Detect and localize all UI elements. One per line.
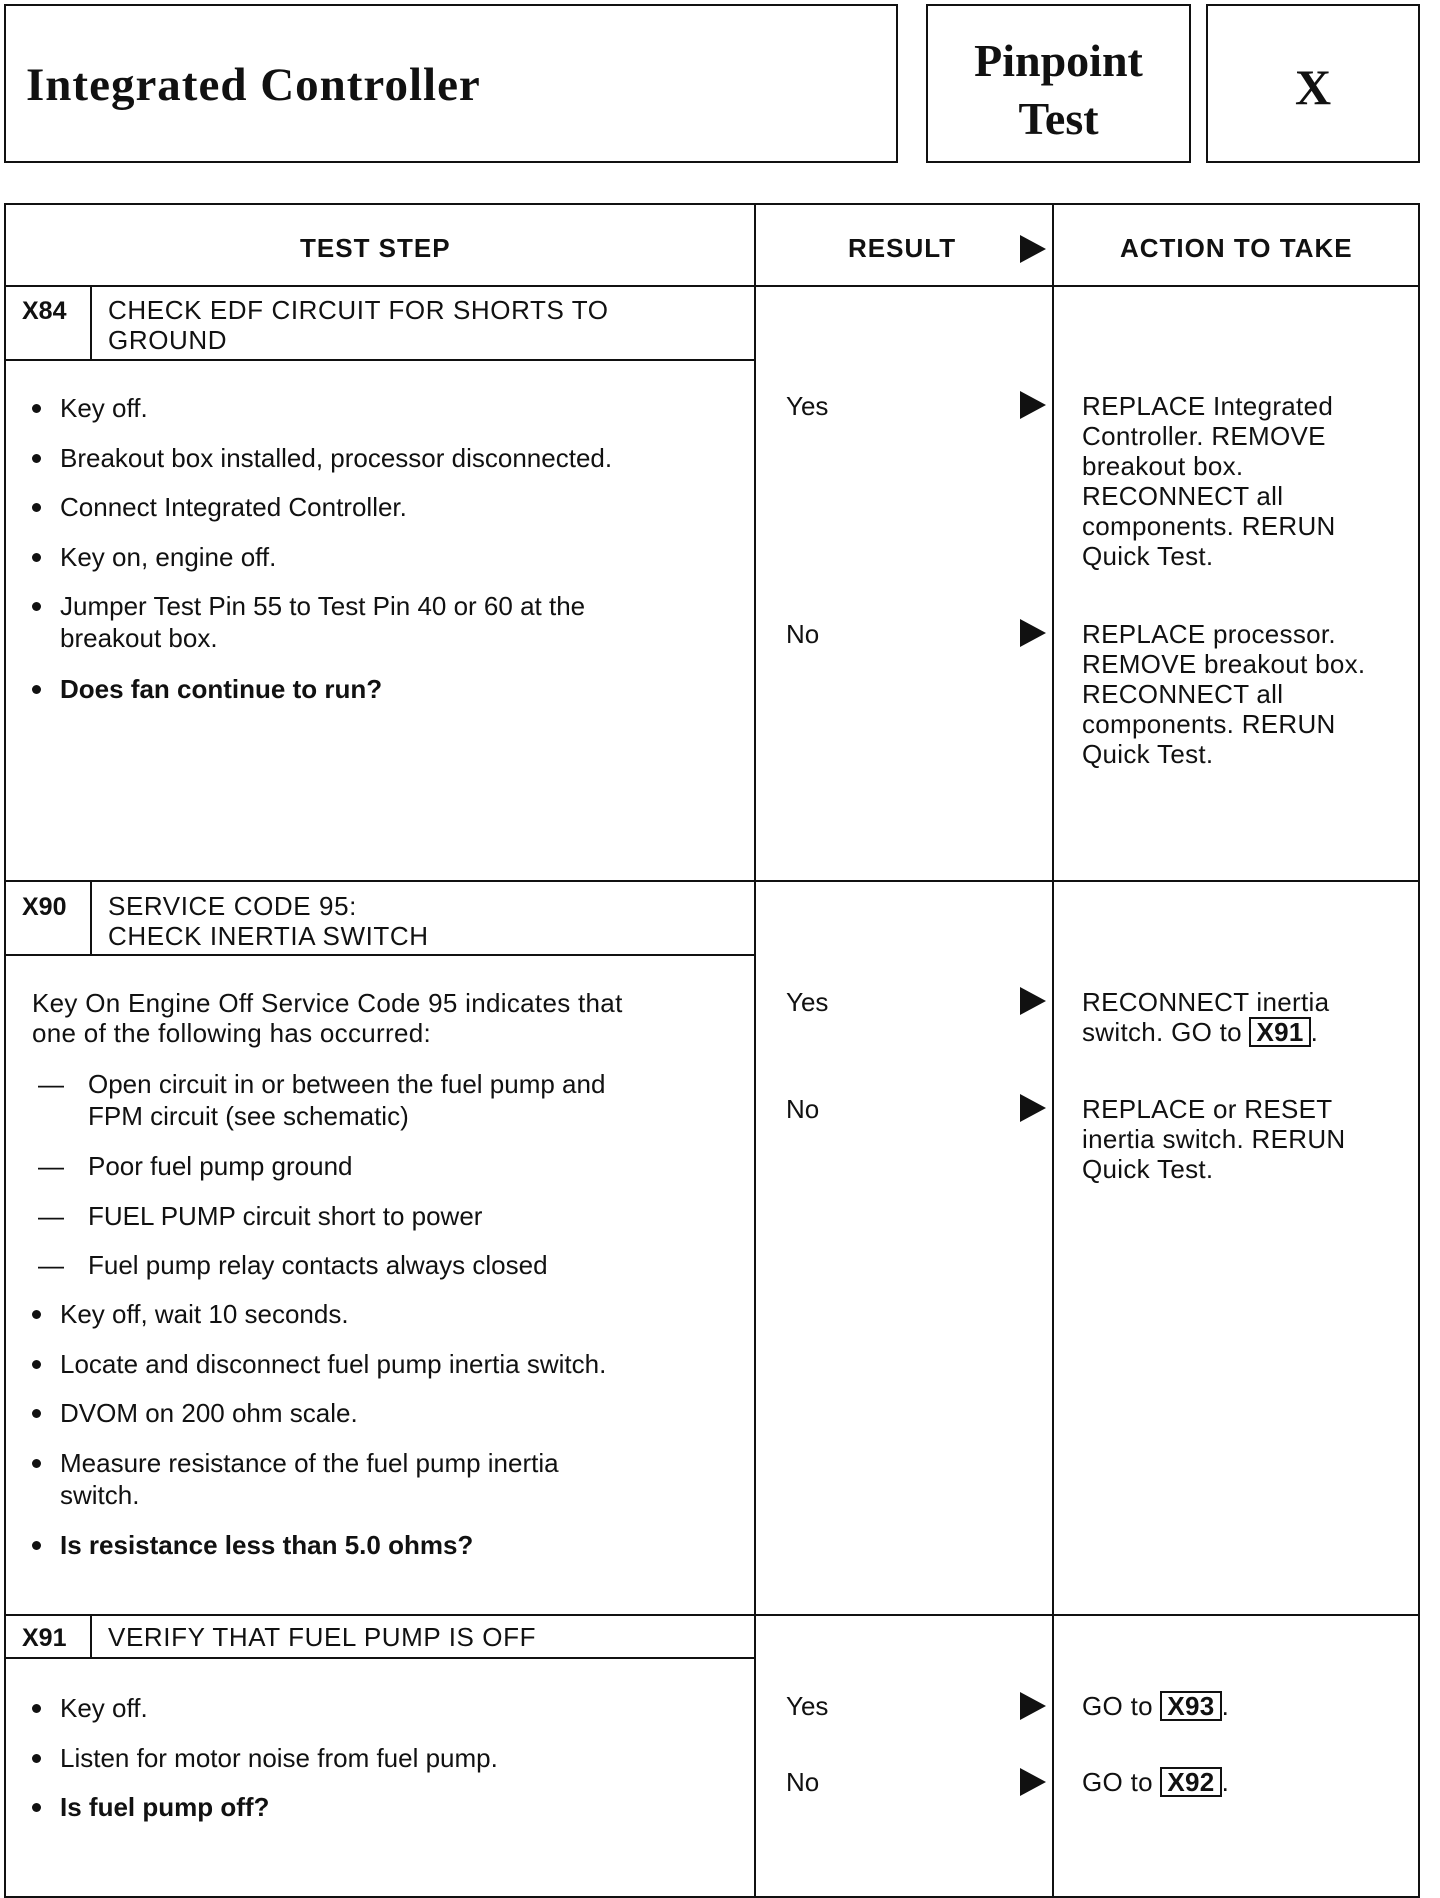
result-yes: Yes bbox=[786, 987, 829, 1017]
step-id-divider bbox=[90, 880, 92, 956]
condition-item: — Open circuit in or between the fuel pump and bbox=[38, 1069, 606, 1099]
step-title-separator bbox=[6, 954, 754, 956]
arrow-icon bbox=[1020, 1768, 1046, 1796]
step-title-separator bbox=[6, 359, 754, 361]
bullet-icon bbox=[32, 1409, 41, 1418]
list-item: Listen for motor noise from fuel pump. bbox=[60, 1743, 498, 1773]
dash-icon: — bbox=[38, 1250, 64, 1280]
column-header-action: ACTION TO TAKE bbox=[1120, 233, 1353, 263]
bullet-icon bbox=[32, 1704, 41, 1713]
pinpoint-line1: Pinpoint bbox=[974, 35, 1143, 86]
bullet-icon bbox=[32, 503, 41, 512]
dash-icon: — bbox=[38, 1069, 64, 1099]
list-item: Key off. bbox=[60, 1693, 148, 1723]
bullet-icon bbox=[32, 553, 41, 562]
list-item-question: Is resistance less than 5.0 ohms? bbox=[60, 1530, 473, 1560]
step-id-divider bbox=[90, 285, 92, 361]
arrow-icon bbox=[1020, 1692, 1046, 1720]
step-separator bbox=[6, 880, 1418, 882]
list-item: Jumper Test Pin 55 to Test Pin 40 or 60 at the bbox=[60, 591, 585, 621]
step-title-line2: GROUND bbox=[108, 325, 228, 355]
list-item: Key on, engine off. bbox=[60, 542, 276, 572]
result-no: No bbox=[786, 619, 820, 649]
action-text: GO to X92 . bbox=[1082, 1767, 1230, 1797]
step-title: VERIFY THAT FUEL PUMP IS OFF bbox=[108, 1622, 537, 1652]
result-yes: Yes bbox=[786, 1691, 829, 1721]
list-item: Connect Integrated Controller. bbox=[60, 492, 407, 522]
step-id: X90 bbox=[22, 893, 67, 921]
header-pinpoint-box bbox=[926, 4, 1191, 163]
arrow-icon bbox=[1020, 1094, 1046, 1122]
result-yes: Yes bbox=[786, 391, 829, 421]
list-item-question: Does fan continue to run? bbox=[60, 674, 382, 704]
bullet-icon bbox=[32, 454, 41, 463]
bullet-icon bbox=[32, 602, 41, 611]
arrow-icon bbox=[1020, 619, 1046, 647]
arrow-icon bbox=[1020, 235, 1046, 263]
step-title bbox=[108, 295, 609, 355]
header-separator bbox=[6, 285, 1418, 287]
result-no: No bbox=[786, 1767, 820, 1797]
pinpoint-line2: Test bbox=[1018, 93, 1099, 144]
bullet-icon bbox=[32, 1310, 41, 1319]
bullet-icon bbox=[32, 1541, 41, 1550]
arrow-icon bbox=[1020, 987, 1046, 1015]
list-item-question: Is fuel pump off? bbox=[60, 1792, 269, 1822]
step-title-line1: SERVICE CODE 95: bbox=[108, 891, 357, 921]
pinpoint-test-label bbox=[928, 32, 1189, 148]
pinpoint-test-table bbox=[4, 203, 1420, 1898]
action-text: REPLACE Integrated Controller. REMOVE breakout box. RECONNECT all components. RERUN Quick Test. bbox=[1082, 391, 1336, 571]
list-item-continuation: breakout box. bbox=[60, 623, 218, 653]
step-title-line2: CHECK INERTIA SWITCH bbox=[108, 921, 429, 951]
list-item: Key off. bbox=[60, 393, 148, 423]
bullet-icon bbox=[32, 404, 41, 413]
column-header-test-step: TEST STEP bbox=[300, 233, 451, 263]
header-title-box bbox=[4, 4, 898, 163]
bullet-icon bbox=[32, 1459, 41, 1468]
step-id: X91 bbox=[22, 1624, 67, 1652]
test-letter: X bbox=[1294, 59, 1332, 115]
bullet-icon bbox=[32, 1360, 41, 1369]
step-id-divider bbox=[90, 1614, 92, 1659]
list-item: Measure resistance of the fuel pump inertia bbox=[60, 1448, 559, 1478]
arrow-icon bbox=[1020, 391, 1046, 419]
action-text: REPLACE processor. REMOVE breakout box. RECONNECT all components. RERUN Quick Test. bbox=[1082, 619, 1366, 769]
dash-icon: — bbox=[38, 1151, 64, 1181]
condition-item: — Fuel pump relay contacts always closed bbox=[38, 1250, 548, 1280]
step-reference-x92[interactable]: X92 bbox=[1160, 1767, 1221, 1797]
condition-item-continuation: FPM circuit (see schematic) bbox=[88, 1101, 409, 1131]
step-title-separator bbox=[6, 1657, 754, 1659]
bullet-icon bbox=[32, 685, 41, 694]
step-intro: Key On Engine Off Service Code 95 indicates that one of the following has occurred: bbox=[32, 988, 623, 1048]
action-text: GO to X93 . bbox=[1082, 1691, 1230, 1721]
column-divider-result bbox=[754, 205, 756, 1896]
action-text: RECONNECT inertia switch. GO to X91 . bbox=[1082, 987, 1330, 1047]
list-item: Breakout box installed, processor disconnected. bbox=[60, 443, 612, 473]
condition-item: — FUEL PUMP circuit short to power bbox=[38, 1201, 483, 1231]
header-test-letter-box bbox=[1206, 4, 1420, 163]
column-header-result: RESULT bbox=[848, 233, 957, 263]
step-reference-x93[interactable]: X93 bbox=[1160, 1691, 1221, 1721]
step-separator bbox=[6, 1614, 1418, 1616]
list-item: Locate and disconnect fuel pump inertia switch. bbox=[60, 1349, 606, 1379]
list-item: DVOM on 200 ohm scale. bbox=[60, 1398, 358, 1428]
list-item: Key off, wait 10 seconds. bbox=[60, 1299, 349, 1329]
bullet-icon bbox=[32, 1754, 41, 1763]
bullet-icon bbox=[32, 1803, 41, 1812]
dash-icon: — bbox=[38, 1201, 64, 1231]
step-reference-x91[interactable]: X91 bbox=[1249, 1017, 1310, 1047]
list-item-continuation: switch. bbox=[60, 1480, 140, 1510]
column-divider-action bbox=[1052, 205, 1054, 1896]
action-text: REPLACE or RESET inertia switch. RERUN Quick Test. bbox=[1082, 1094, 1346, 1184]
step-title bbox=[108, 891, 429, 951]
step-title-line1: CHECK EDF CIRCUIT FOR SHORTS TO bbox=[108, 295, 609, 325]
condition-item: — Poor fuel pump ground bbox=[38, 1151, 353, 1181]
result-no: No bbox=[786, 1094, 820, 1124]
page-title: Integrated Controller bbox=[26, 59, 481, 111]
step-id: X84 bbox=[22, 297, 67, 325]
